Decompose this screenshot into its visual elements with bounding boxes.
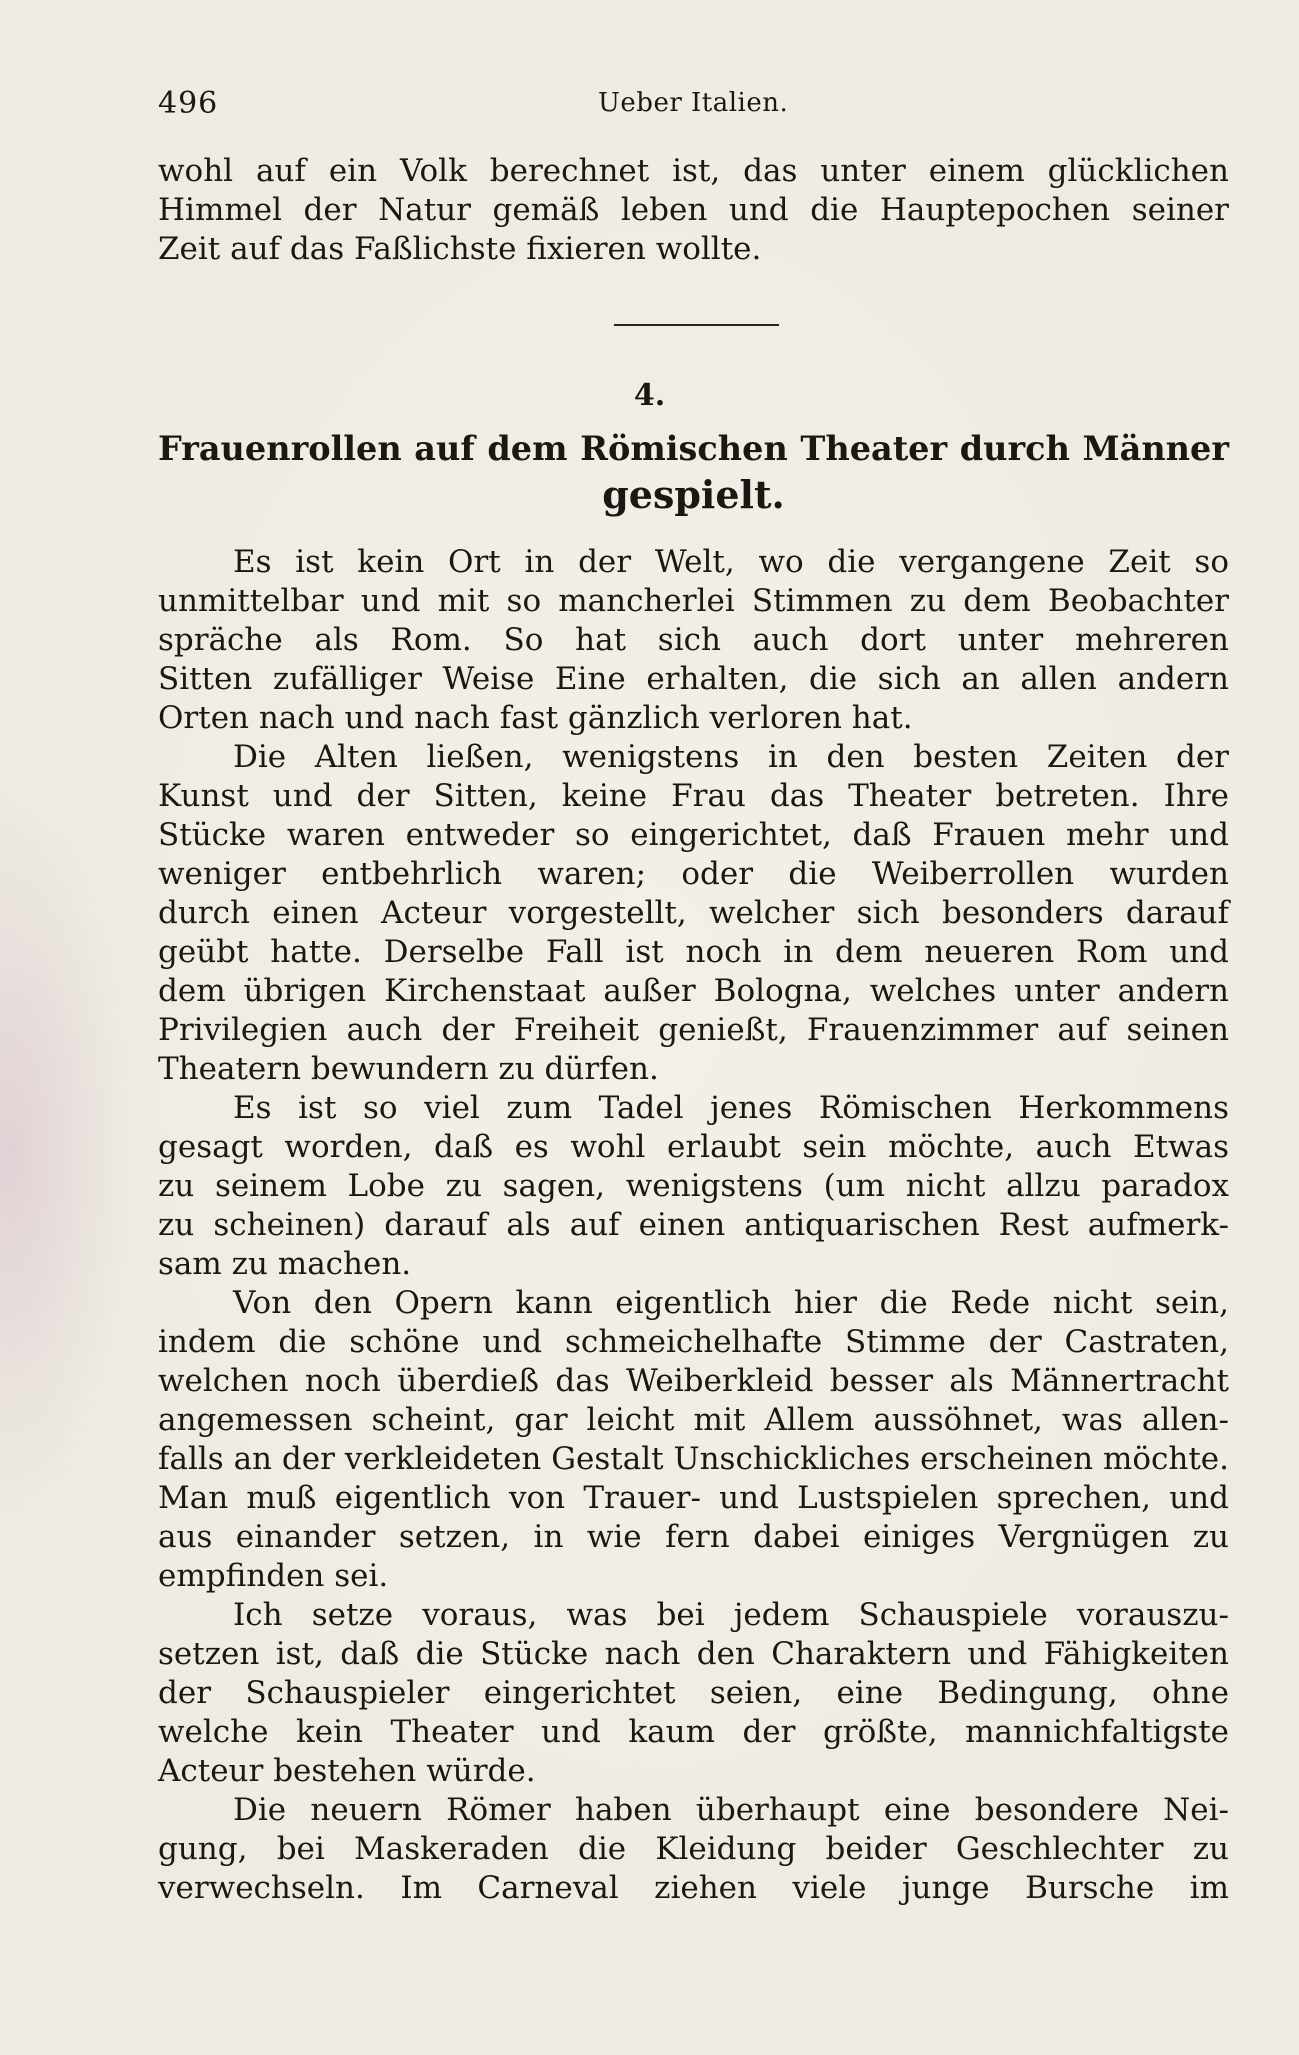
text-line: dem übrigen Kirchenstaat außer Bologna, welches unter andern — [158, 973, 1229, 1009]
text-line: Orten nach und nach fast gänzlich verloren hat. — [158, 700, 913, 736]
running-head: Ueber Italien. — [598, 88, 789, 118]
text-line: Acteur bestehen würde. — [158, 1753, 536, 1789]
text-line: sam zu machen. — [158, 1246, 412, 1282]
text-line: Die neuern Römer haben überhaupt eine besondere Nei- — [233, 1792, 1229, 1828]
text-line: Ich setze voraus, was bei jedem Schauspiele vorauszu- — [233, 1597, 1229, 1633]
section-number: 4. — [633, 378, 666, 413]
section-title — [158, 426, 1229, 518]
text-line: verwechseln. Im Carneval ziehen viele junge Bursche im — [158, 1870, 1229, 1906]
text-line: angemessen scheint, gar leicht mit Allem aussöhnet, was allen- — [158, 1402, 1229, 1438]
paragraph — [158, 543, 1229, 738]
paragraph — [158, 1284, 1229, 1596]
text-line: indem die schöne und schmeichelhafte Stimme der Castraten, — [158, 1324, 1229, 1360]
text-line: Sitten zufälliger Weise Eine erhalten, die sich an allen andern — [158, 661, 1229, 697]
text-line: Man muß eigentlich von Trauer- und Lustspielen sprechen, und — [158, 1480, 1229, 1516]
text-line: zu scheinen) darauf als auf einen antiquarischen Rest aufmerk- — [158, 1207, 1229, 1243]
text-line: gung, bei Maskeraden die Kleidung beider Geschlechter zu — [158, 1831, 1229, 1867]
page-header — [158, 86, 1229, 126]
text-line: Es ist so viel zum Tadel jenes Römischen Herkommens — [233, 1090, 1229, 1126]
text-line: weniger entbehrlich waren; oder die Weiberrollen wurden — [158, 856, 1229, 892]
top-paragraph — [158, 152, 1229, 269]
text-line: aus einander setzen, in wie fern dabei einiges Vergnügen zu — [158, 1519, 1229, 1555]
text-line: Von den Opern kann eigentlich hier die Rede nicht sein, — [233, 1285, 1229, 1321]
text-line: geübt hatte. Derselbe Fall ist noch in dem neueren Rom und — [158, 934, 1229, 970]
text-line: Die Alten ließen, wenigstens in den besten Zeiten der — [233, 739, 1229, 775]
text-line: empfinden sei. — [158, 1558, 389, 1594]
text-line: Stücke waren entweder so eingerichtet, daß Frauen mehr und — [158, 817, 1229, 853]
paragraph — [158, 1596, 1229, 1791]
text-line: Theatern bewundern zu dürfen. — [158, 1051, 659, 1087]
text-line: setzen ist, daß die Stücke nach den Charaktern und Fähigkeiten — [158, 1636, 1229, 1672]
text-line: Himmel der Natur gemäß leben und die Hauptepochen seiner — [158, 192, 1229, 228]
text-line: Privilegien auch der Freiheit genießt, Frauenzimmer auf seinen — [158, 1012, 1229, 1048]
section-title-line: Frauenrollen auf dem Römischen Theater durch Männer — [158, 429, 1229, 468]
paragraph — [158, 1089, 1229, 1284]
text-line: Es ist kein Ort in der Welt, wo die vergangene Zeit so — [233, 544, 1229, 580]
text-line: welche kein Theater und kaum der größte, mannichfaltigste — [158, 1714, 1229, 1750]
paragraph — [158, 1791, 1229, 1908]
text-line: wohl auf ein Volk berechnet ist, das unter einem glücklichen — [158, 153, 1229, 189]
page-number: 496 — [158, 86, 219, 121]
text-line: Kunst und der Sitten, keine Frau das Theater betreten. Ihre — [158, 778, 1229, 814]
text-line: spräche als Rom. So hat sich auch dort unter mehreren — [158, 622, 1229, 658]
paragraph — [158, 738, 1229, 1089]
text-line: der Schauspieler eingerichtet seien, eine Bedingung, ohne — [158, 1675, 1229, 1711]
text-line: gesagt worden, daß es wohl erlaubt sein möchte, auch Etwas — [158, 1129, 1229, 1165]
text-line: falls an der verkleideten Gestalt Unschickliches erscheinen möchte. — [158, 1441, 1229, 1477]
section-title-line: gespielt. — [602, 472, 785, 517]
section-divider — [614, 324, 779, 326]
text-line: zu seinem Lobe zu sagen, wenigstens (um nicht allzu paradox — [158, 1168, 1229, 1204]
text-line: durch einen Acteur vorgestellt, welcher sich besonders darauf — [158, 895, 1229, 931]
text-line: Zeit auf das Faßlichste fixieren wollte. — [158, 231, 762, 267]
text-line: welchen noch überdieß das Weiberkleid besser als Männertracht — [158, 1363, 1229, 1399]
text-line: unmittelbar und mit so mancherlei Stimmen zu dem Beobachter — [158, 583, 1229, 619]
